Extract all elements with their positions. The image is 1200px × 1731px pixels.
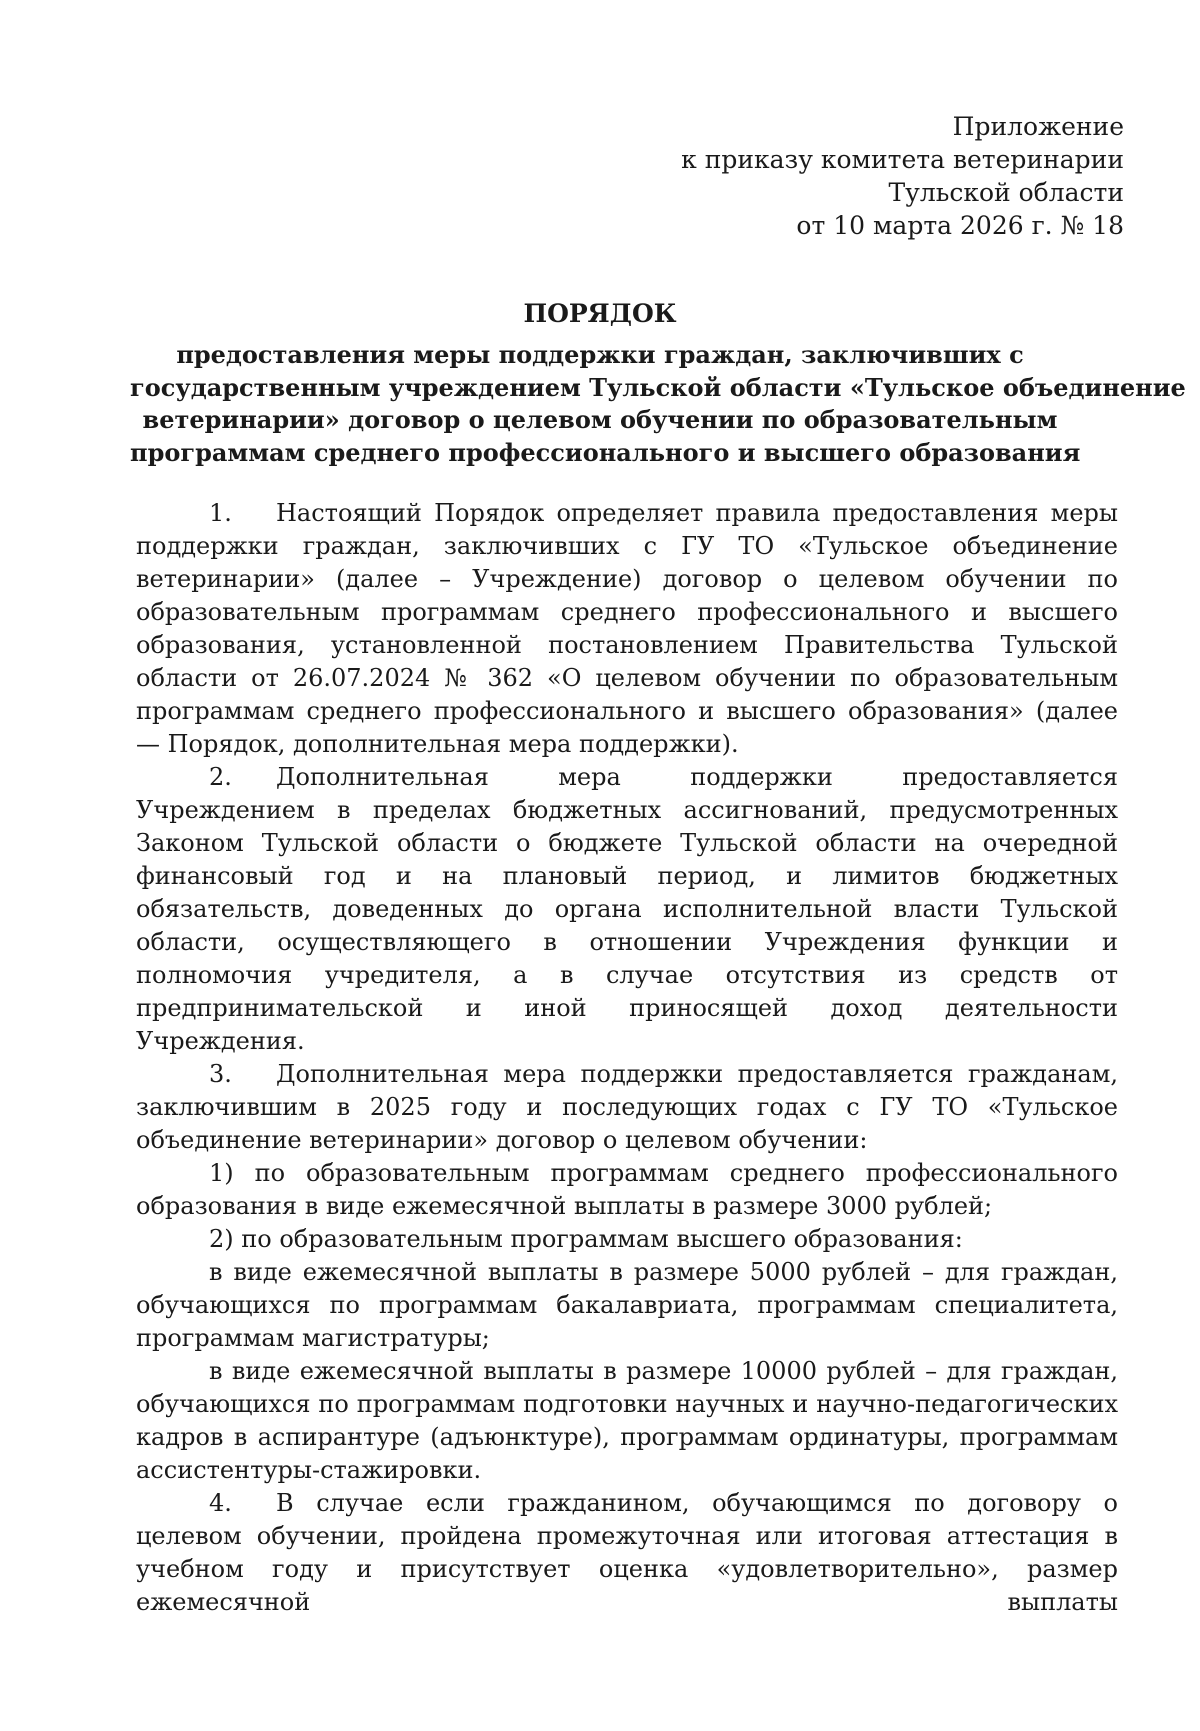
document-title: ПОРЯДОК [523, 299, 677, 328]
document-body [136, 497, 1118, 1619]
paragraph-text: Дополнительная мера поддержки предоставляется Учреждением в пределах бюджетных ассигнований, предусмотренных Законом Тульской области о бюджете Тульской области на очередной финансовый год и на плановый период, и лимитов бюджетных обязательств, доведенных до органа исполнительной власти Тульской области, осуществляющего в отношении Учреждения функции и полномочия учредителя, а в случае отсутствия из средств от предпринимательской и иной приносящей доход деятельности Учреждения. [136, 763, 1118, 1055]
document-subtitle [130, 339, 1186, 469]
subparagraph-3-2-bachelor: в виде ежемесячной выплаты в размере 5000 рублей – для граждан, обучающихся по программам бакалавриата, программам специалитета, программам магистратуры; [136, 1258, 1118, 1352]
subtitle-line: программам среднего профессионального и высшего образования [130, 437, 1081, 467]
paragraph-text: В случае если гражданином, обучающимся по договору о целевом обучении, пройдена промежуточная или итоговая аттестация в учебном году и присутствует оценка «удовлетворительно», размер ежемесячной выплаты [136, 1489, 1118, 1616]
paragraph-number: 3. [209, 1060, 232, 1088]
subtitle-line: государственным учреждением Тульской области «Тульское объединение [130, 372, 1186, 402]
subtitle-line: ветеринарии» договор о целевом обучении по образовательным [142, 405, 1058, 434]
subparagraph-3-2-postgraduate: в виде ежемесячной выплаты в размере 10000 рублей – для граждан, обучающихся по программам подготовки научных и научно-педагогических кадров в аспирантуре (адъюнктуре), программам ординатуры, программам ассистентуры-стажировки. [136, 1357, 1118, 1484]
paragraph-3 [136, 1058, 1118, 1157]
paragraph-number: 2. [209, 763, 232, 791]
appendix-line: к приказу комитета ветеринарии [681, 145, 1124, 174]
subparagraph-3-2: 2) по образовательным программам высшего образования: [209, 1225, 963, 1253]
paragraph-number: 1. [209, 499, 232, 527]
appendix-date-line: от 10 марта 2026 г. № 18 [796, 211, 1124, 240]
paragraph-1 [136, 497, 1118, 761]
paragraph-2 [136, 761, 1118, 1058]
appendix-line: Приложение [952, 112, 1124, 141]
subtitle-line: предоставления меры поддержки граждан, заключивших с [176, 340, 1024, 369]
paragraph-text: Дополнительная мера поддержки предоставляется гражданам, заключившим в 2025 году и последующих годах с ГУ ТО «Тульское объединение ветеринарии» договор о целевом обучении: [136, 1060, 1118, 1154]
paragraph-4 [136, 1487, 1118, 1619]
appendix-line: Тульской области [888, 178, 1124, 207]
paragraph-number: 4. [209, 1489, 232, 1517]
paragraph-text: Настоящий Порядок определяет правила предоставления меры поддержки граждан, заключивших с ГУ ТО «Тульское объединение ветеринарии» (далее – Учреждение) договор о целевом обучении по образовательным программам среднего профессионального и высшего образования, установленной постановлением Правительства Тульской области от 26.07.2024 № 362 «О целевом обучении по образовательным программам среднего профессионального и высшего образования» (далее — Порядок, дополнительная мера поддержки). [136, 499, 1118, 758]
subparagraph-3-1: 1) по образовательным программам среднего профессионального образования в виде ежемесячной выплаты в размере 3000 рублей; [136, 1159, 1118, 1220]
appendix-block [524, 110, 1124, 242]
